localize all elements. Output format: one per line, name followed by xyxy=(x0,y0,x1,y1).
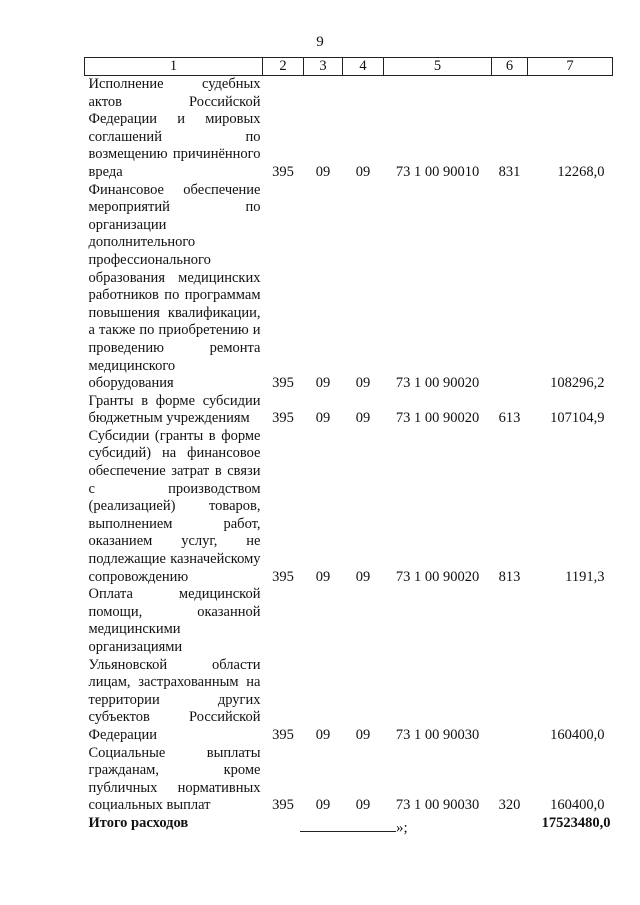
signature-line xyxy=(300,819,396,832)
header-col-6: 6 xyxy=(492,58,528,76)
row-amount: 160400,0 xyxy=(550,797,605,814)
row-target: 73 1 00 90030 xyxy=(395,797,480,814)
row-section: 09 xyxy=(315,410,331,427)
row-section: 09 xyxy=(315,797,331,814)
row-section: 09 xyxy=(315,375,331,392)
row-subsection: 09 xyxy=(355,568,371,585)
budget-table xyxy=(84,57,613,833)
row-subsection: 09 xyxy=(355,410,371,427)
row-section: 09 xyxy=(315,568,331,585)
row-ministry: 395 xyxy=(272,726,294,743)
row-subsection: 09 xyxy=(355,726,371,743)
row-ministry: 395 xyxy=(272,163,294,180)
row-description: Гранты в форме субсидии бюджетным учреждениям xyxy=(88,392,261,427)
row-ministry: 395 xyxy=(272,375,294,392)
page-number: 9 xyxy=(316,34,324,50)
row-amount: 108296,2 xyxy=(550,375,605,392)
row-type xyxy=(492,182,528,393)
header-col-1: 1 xyxy=(85,58,263,76)
row-description: Финансовое обеспечение мероприятий по организации дополнительного профессионального образования медицинских работников по программам повышения квалификации, а также по приобретению и проведению ремонта медицинского оборудования xyxy=(88,181,261,392)
table-row xyxy=(85,745,613,815)
row-type: 320 xyxy=(498,797,521,814)
table-row xyxy=(85,76,613,182)
row-description: Оплата медицинской помощи, оказанной медицинскими организациями Ульяновской области лицам, застрахованным на территории других субъектов Российской Федерации xyxy=(88,586,261,743)
row-ministry: 395 xyxy=(272,410,294,427)
row-target: 73 1 00 90010 xyxy=(395,163,480,180)
row-description: Исполнение судебных актов Российской Федерации и мировых соглашений по возмещению причинённого вреда xyxy=(88,76,261,180)
row-subsection: 09 xyxy=(355,375,371,392)
header-col-3: 3 xyxy=(304,58,343,76)
row-ministry: 395 xyxy=(272,568,294,585)
row-amount: 107104,9 xyxy=(550,410,605,427)
row-section: 09 xyxy=(315,163,331,180)
header-col-4: 4 xyxy=(343,58,384,76)
row-subsection: 09 xyxy=(355,163,371,180)
row-ministry: 395 xyxy=(272,797,294,814)
row-amount: 1191,3 xyxy=(565,568,605,585)
header-col-7: 7 xyxy=(528,58,613,76)
table-header-row xyxy=(85,58,613,76)
row-amount: 12268,0 xyxy=(557,163,605,180)
header-col-5: 5 xyxy=(384,58,492,76)
row-target: 73 1 00 90020 xyxy=(395,410,480,427)
row-type: 613 xyxy=(498,410,521,427)
row-section: 09 xyxy=(315,726,331,743)
closing-mark xyxy=(300,819,408,837)
row-description: Субсидии (гранты в форме субсидий) на финансовое обеспечение затрат в связи с производством (реализацией) товаров, выполнением работ, оказанием услуг, не подлежащие казначейскому сопровождению xyxy=(88,427,261,585)
total-amount: 17523480,0 xyxy=(541,814,611,831)
row-description: Социальные выплаты гражданам, кроме публичных нормативных социальных выплат xyxy=(88,744,261,814)
row-type: 813 xyxy=(498,568,521,585)
table-row xyxy=(85,428,613,586)
row-subsection: 09 xyxy=(355,797,371,814)
row-target: 73 1 00 90020 xyxy=(395,568,480,585)
row-amount: 160400,0 xyxy=(550,726,605,743)
closing-quote: »; xyxy=(396,820,408,836)
table-row xyxy=(85,586,613,744)
header-col-2: 2 xyxy=(263,58,304,76)
table-row xyxy=(85,393,613,428)
row-type: 831 xyxy=(498,163,521,180)
row-target: 73 1 00 90020 xyxy=(395,375,480,392)
total-label: Итого расходов xyxy=(88,814,189,831)
table-row xyxy=(85,182,613,393)
row-type xyxy=(492,586,528,744)
row-target: 73 1 00 90030 xyxy=(395,726,480,743)
